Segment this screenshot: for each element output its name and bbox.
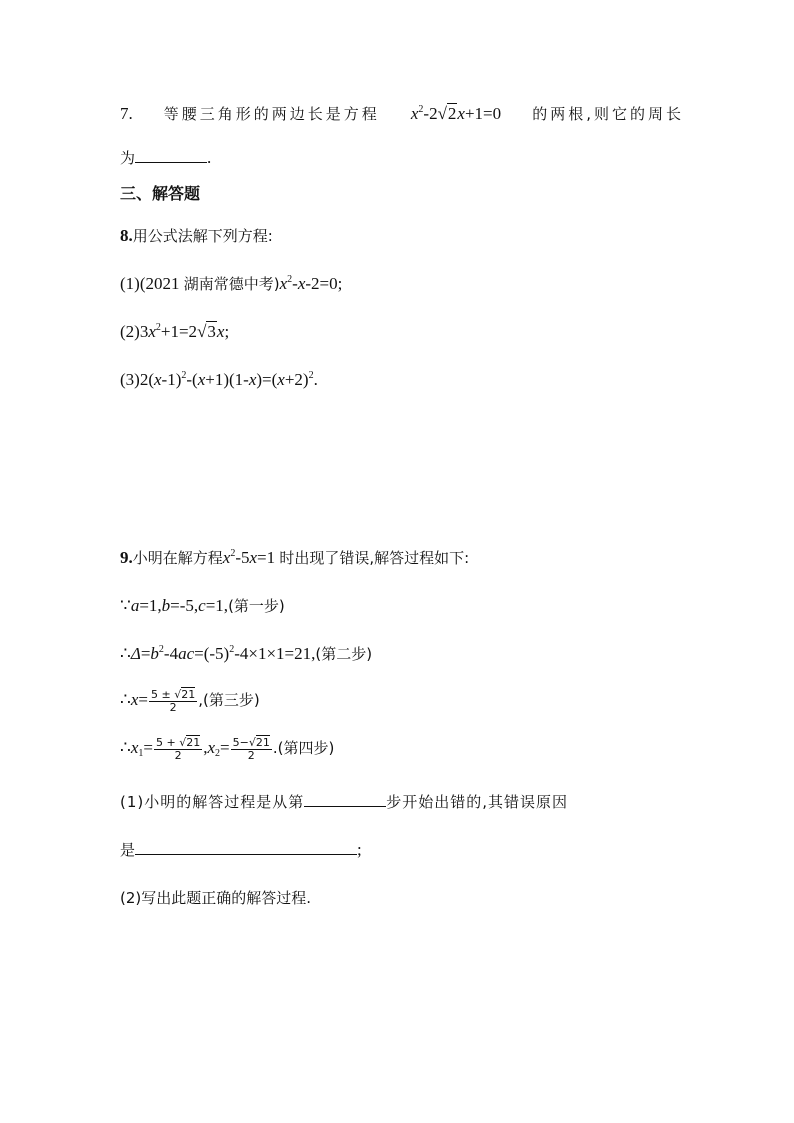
q9-step-4: $\therefore x_1=$ $\frac{5 + √21}{2}$ $,x_2=$ $\frac{5-√21}{2}$ .(第四步) [120, 735, 335, 762]
q7-text-2: 的两根,则它的周长 [532, 105, 684, 123]
q9-part-1: (1)小明的解答过程是从第 步开始出错的,其错误原因 [120, 790, 684, 814]
q7-number: 7. [120, 104, 133, 123]
section-3-heading: 三、解答题 [120, 184, 201, 203]
q7-line-2: 为 . [120, 148, 212, 167]
q8-part-2: $(2)3x^2+1=2√3x$; [120, 320, 684, 344]
q7-answer-blank[interactable] [135, 146, 207, 163]
q9-title-line: 9.小明在解方程$x^2-5x=1$ 时出现了错误,解答过程如下: [120, 548, 470, 567]
q9-reason-blank[interactable] [135, 838, 357, 855]
sqrt-symbol: √2 [437, 104, 457, 123]
q8-part-3: $(3)2(x-1)^2-(x+1)(1-x)=(x+2)^2$. [120, 370, 318, 389]
q9-part-2: (2)写出此题正确的解答过程. [120, 889, 312, 907]
q9-part-1-cont: 是 ; [120, 840, 362, 859]
q7-line-1 [120, 102, 684, 126]
q7-text-1: 等腰三角形的两边长是方程 [163, 105, 380, 123]
q9-step-2: $\therefore\Delta=b^2-4ac=(-5)^2-4\times 1\times 1=21$,(第二步) [120, 644, 373, 663]
fraction: $\frac{5 + √21}{2}$ [155, 735, 201, 762]
q9-step-blank[interactable] [304, 790, 386, 807]
sqrt-symbol: √3 [197, 322, 216, 341]
q9-step-3: ∴x= $\frac{5 \pm √21}{2}$ ,(第三步) [120, 687, 260, 714]
q8-part-1: (1)(2021 湖南常德中考)$x^2-x-2=0$; [120, 274, 343, 293]
fraction: $\frac{5 \pm √21}{2}$ [150, 687, 196, 714]
q9-step-1: ∵a=1,b=-5,c=1,(第一步) [120, 596, 285, 615]
q8-title-line: 8.用公式法解下列方程: [120, 226, 273, 245]
q7-equation: $x^2-2√2x+1=0$ [411, 102, 501, 126]
fraction: $\frac{5-√21}{2}$ [232, 735, 270, 762]
